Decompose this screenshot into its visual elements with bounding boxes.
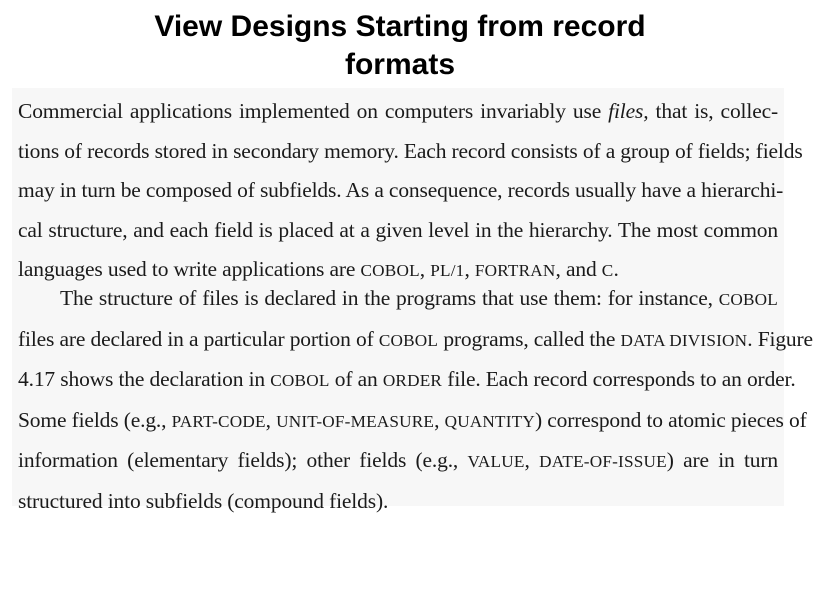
text-line: Some fields (e.g., PART-CODE, UNIT-OF-MEASURE, QUANTITY) correspond to atomic pieces of [18,407,807,432]
title-line-1: View Designs Starting from record [154,10,646,43]
slide-title [0,8,800,84]
paragraph-1 [18,92,803,291]
title-line-2: formats [344,48,456,81]
text-line: files are declared in a particular portion of COBOL programs, called the DATA DIVISION. Figure [18,326,813,351]
text-line: languages used to write applications are COBOL, PL/1, FORTRAN, and C. [18,257,619,281]
scanned-text-excerpt [12,88,813,513]
text-line: structured into subfields (compound fields). [18,488,389,513]
paragraph-2 [18,279,813,521]
text-line: 4.17 shows the declaration in COBOL of an ORDER file. Each record corresponds to an order. [18,367,796,391]
text-line: tions of records stored in secondary memory. Each record consists of a group of fields; fields [18,138,803,163]
text-line: may in turn be composed of subfields. As a consequence, records usually have a hierarchi- [18,178,784,202]
text-line: Commercial applications implemented on computers invariably use files, that is, collec- [18,99,778,123]
text-line: cal structure, and each field is placed at a given level in the hierarchy. The most common [18,217,778,242]
text-line: information (elementary fields); other fields (e.g., VALUE, DATE-OF-ISSUE) are in turn [18,448,779,472]
text-line: The structure of files is declared in the programs that use them: for instance, COBOL [60,286,778,310]
